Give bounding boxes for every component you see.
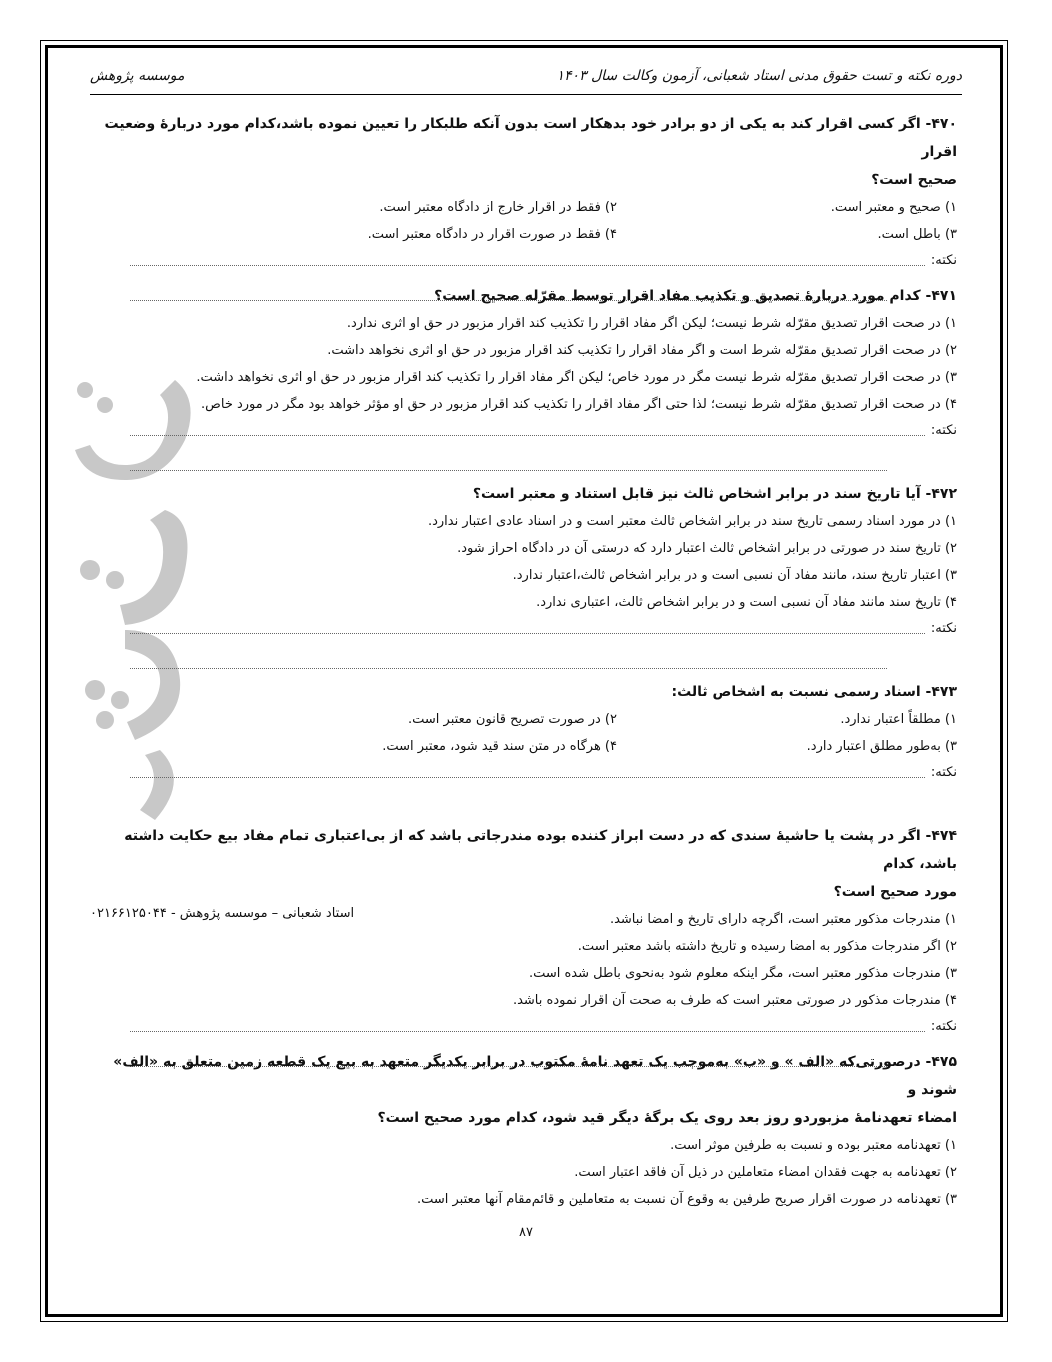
option-1: ۱) صحیح و معتبر است. [830,200,957,215]
note-line [90,1014,957,1040]
option-2: ۲) اگر مندرجات مذکور به امضا رسیده و تاریخ داشته باشد معتبر است. [577,939,957,954]
option-1: ۱) در مورد اسناد رسمی تاریخ سند در برابر اشخاص ثالث معتبر است و در اسناد عادی اعتبار ندارد. [427,514,957,529]
note-label: نکته: [930,253,957,268]
course-title: دوره نکته و تست حقوق مدنی استاد شعبانی، آزمون وکالت سال ۱۴۰۳ [556,68,962,84]
option-3: ۳) تعهدنامه در صورت اقرار صریح طرفین به وقوع آن نسبت به متعاملین و قائم‌مقام آنها معتبر است. [416,1192,957,1207]
option-4: ۴) فقط در صورت اقرار در دادگاه معتبر است. [367,227,617,242]
note-label: نکته: [930,423,957,438]
option-1: ۱) مندرجات مذکور معتبر است، اگرچه دارای تاریخ و امضا نباشد. [609,912,957,927]
institute-name: موسسه پژوهش [90,68,185,84]
option-3: ۳) مندرجات مذکور معتبر است، مگر اینکه معلوم شود به‌نحوی باطل شده است. [528,966,957,981]
option-2: ۲) تعهدنامه به جهت فقدان امضاء متعاملین در ذیل آن فاقد اعتبار است. [574,1165,957,1180]
option-4: ۴) در صحت اقرار تصدیق مقرّله شرط نیست؛ لذا حتی اگر مفاد اقرار را تکذیب کند اقرار مزبور در حق او مؤثر خواهد بود مگر در مورد خاص. [201,397,957,412]
option-3: ۳) در صحت اقرار تصدیق مقرّله شرط نیست مگر در مورد خاص؛ لیکن اگر مفاد اقرار را تکذیب کند اقرار مزبور در حق او اثری نخواهد داشت. [196,370,957,385]
page-header [90,64,962,95]
question-title-cont: مورد صحیح است؟ [833,884,957,900]
question-471 [90,282,957,471]
question-473 [90,678,957,786]
option-1: ۱) در صحت اقرار تصدیق مقرّله شرط نیست؛ لیکن اگر مفاد اقرار را تکذیب کند اقرار مزبور در حق او اثری ندارد. [346,316,957,331]
option-4: ۴) مندرجات مذکور در صورتی معتبر است که طرف به صحت آن اقرار نموده باشد. [512,993,957,1008]
option-2: ۲) فقط در اقرار خارج از دادگاه معتبر است. [379,200,617,215]
option-2: ۲) در صورت تصریح قانون معتبر است. [408,712,617,727]
question-title: ۴۷۵- درصورتی‌که «الف » و «ب» به‌موجب یک تعهد نامۀ مکتوب در برابر یکدیگر متعهد به بیع یک قطعه زمین متعلق به «الف» شوند و [113,1054,957,1098]
note-line [90,760,957,786]
question-title: ۴۷۳- اسناد رسمی نسبت به اشخاص ثالث: [671,684,957,700]
option-1: ۱) مطلقاً اعتبار ندارد. [840,712,957,727]
note-label: نکته: [930,1019,957,1034]
option-3: ۳) به‌طور مطلق اعتبار دارد. [806,739,957,754]
option-2: ۲) در صحت اقرار تصدیق مقرّله شرط است و اگر مفاد اقرار را تکذیب کند اقرار مزبور در حق او اثری نخواهد داشت. [327,343,957,358]
page-number: ۸۷ [519,1225,533,1240]
question-475 [90,1048,957,1213]
contact-line: استاد شعبانی – موسسه پژوهش - ۰۲۱۶۶۱۲۵۰۴۴ [90,906,355,921]
question-472 [90,480,957,669]
question-title: ۴۷۲- آیا تاریخ سند در برابر اشخاص ثالث نیز قابل استناد و معتبر است؟ [472,486,957,502]
option-1: ۱) تعهدنامه معتبر بوده و نسبت به طرفین موثر است. [670,1138,957,1153]
option-3: ۳) اعتبار تاریخ سند، مانند مفاد آن نسبی است و در برابر اشخاص ثالث،اعتبار ندارد. [512,568,957,583]
question-title-cont: امضاء تعهدنامۀ مزبوردو روز بعد روی یک برگۀ دیگر قید شود، کدام مورد صحیح است؟ [377,1110,957,1126]
option-3: ۳) باطل است. [877,227,957,242]
note-line [90,616,957,642]
note-label: نکته: [930,621,957,636]
option-2: ۲) تاریخ سند در صورتی در برابر اشخاص ثالث اعتبار دارد که درستی آن در دادگاه احراز شود. [457,541,957,556]
note-line [90,248,957,274]
question-title: ۴۷۰- اگر کسی اقرار کند به یکی از دو برادر خود بدهکار است بدون آنکه طلبکار را تعیین نموده باشد،کدام مورد دربارۀ وضعیت اقرار [104,116,957,160]
question-title: ۴۷۴- اگر در پشت یا حاشیۀ سندی که در دست ابراز کننده بوده مندرجاتی باشد که از بی‌اعتباری تمام مفاد بیع حکایت داشته باشد، کدام [124,828,957,872]
question-474 [90,822,957,1067]
question-title-cont: صحیح است؟ [871,172,957,188]
question-title: ۴۷۱- کدام مورد دربارۀ تصدیق و تکذیب مفاد اقرار توسط مقرّله صحیح است؟ [434,288,957,304]
note-blank-line [130,444,887,471]
note-label: نکته: [930,765,957,780]
note-blank-line [130,642,887,669]
option-4: ۴) هرگاه در متن سند قید شود، معتبر است. [382,739,617,754]
question-470 [90,110,957,301]
note-line [90,418,957,444]
option-4: ۴) تاریخ سند مانند مفاد آن نسبی است و در برابر اشخاص ثالث، اعتباری ندارد. [536,595,957,610]
